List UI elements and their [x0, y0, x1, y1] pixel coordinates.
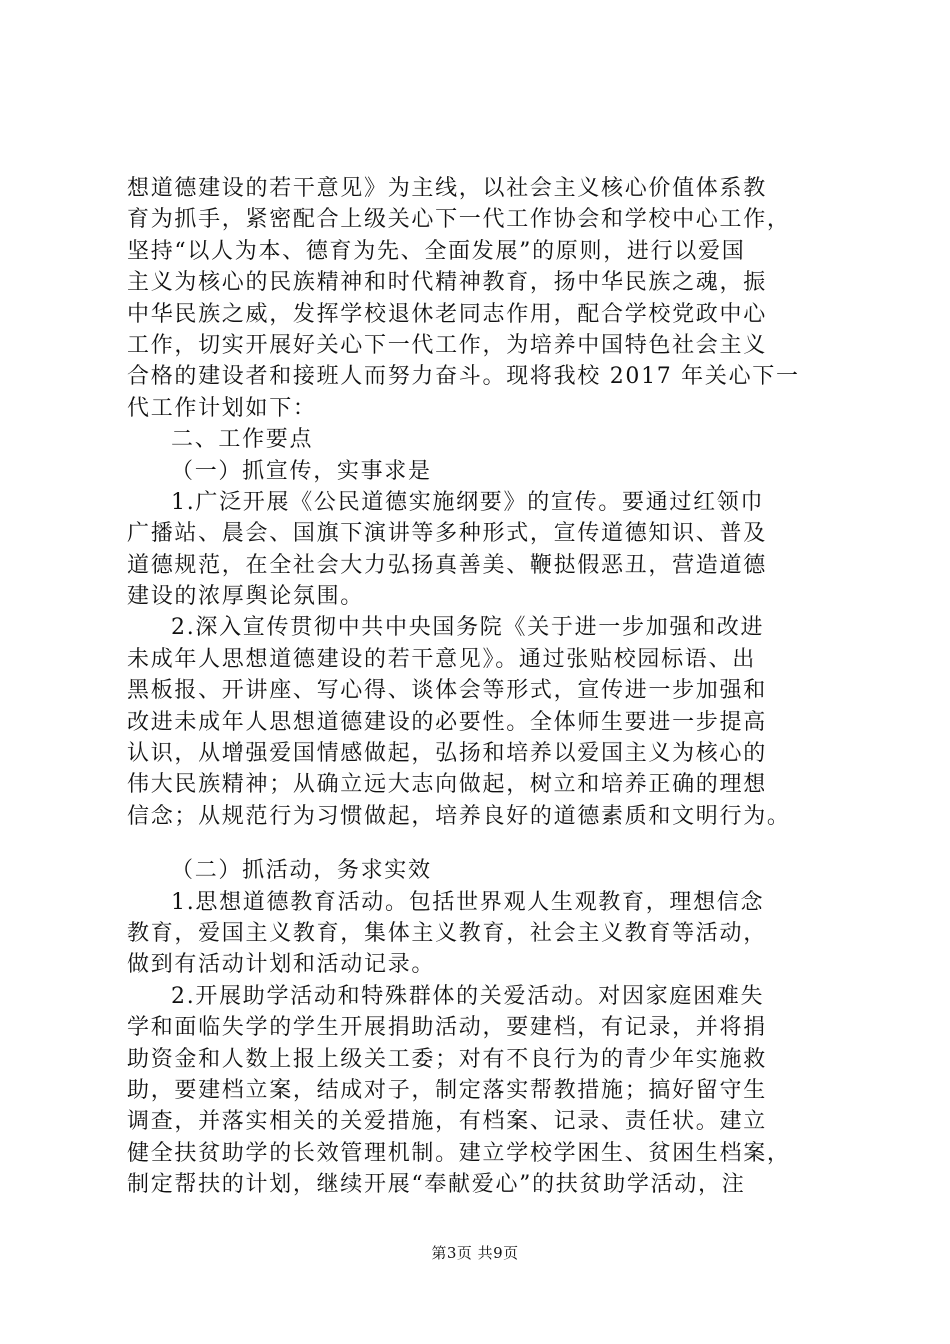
text-line: 育为抓手，紧密配合上级关心下一代工作协会和学校中心工作， — [127, 207, 791, 233]
text-line: 主义为核心的民族精神和时代精神教育，扬中华民族之魂，振 — [127, 270, 767, 296]
text-line: 认识，从增强爱国情感做起，弘扬和培养以爱国主义为核心的 — [127, 741, 767, 767]
section-heading: 二、工作要点 — [171, 427, 314, 453]
text-line: 建设的浓厚舆论氛围。 — [127, 584, 365, 610]
text-line: 黑板报、开讲座、写心得、谈体会等形式，宣传进一步加强和 — [127, 678, 767, 704]
text-line: 中华民族之威，发挥学校退休老同志作用，配合学校党政中心 — [127, 301, 767, 327]
text-line: 1.思想道德教育活动。包括世界观人生观教育，理想信念 — [171, 889, 765, 915]
text-line: 广播站、晨会、国旗下演讲等多种形式，宣传道德知识、普及 — [127, 521, 767, 547]
text-line: 坚持“以人为本、德育为先、全面发展”的原则，进行以爱国 — [127, 238, 746, 264]
text-line: 想道德建设的若干意见》为主线，以社会主义核心价值体系教 — [127, 176, 767, 201]
text-line: 助，要建档立案，结成对子，制定落实帮教措施；搞好留守生 — [127, 1077, 767, 1103]
text-line: 学和面临失学的学生开展捐助活动，要建档，有记录，并将捐 — [127, 1015, 767, 1041]
text-line: 伟大民族精神；从确立远大志向做起，树立和培养正确的理想 — [127, 772, 767, 798]
text-line: 道德规范，在全社会大力弘扬真善美、鞭挞假恶丑，营造道德 — [127, 552, 767, 578]
text-line: 1.广泛开展《公民道德实施纲要》的宣传。要通过红领巾 — [171, 489, 765, 515]
text-line: 助资金和人数上报上级关工委；对有不良行为的青少年实施救 — [127, 1046, 767, 1072]
text-line: 健全扶贫助学的长效管理机制。建立学校学困生、贫困生档案， — [127, 1140, 791, 1166]
text-line: 2.深入宣传贯彻中共中央国务院《关于进一步加强和改进 — [171, 615, 765, 641]
text-line: 做到有活动计划和活动记录。 — [127, 952, 436, 978]
text-line: 未成年人思想道德建设的若干意见》。通过张贴校园标语、出 — [127, 646, 756, 672]
subsection-heading: （一）抓宣传，实事求是 — [171, 458, 432, 484]
text-line: 制定帮扶的计划，继续开展“奉献爱心”的扶贫助学活动，注 — [127, 1172, 746, 1198]
subsection-heading: （二）抓活动，务求实效 — [171, 858, 432, 884]
text-line: 调查，并落实相关的关爱措施，有档案、记录、责任状。建立 — [127, 1109, 767, 1135]
text-line: 信念；从规范行为习惯做起，培养良好的道德素质和文明行为。 — [127, 803, 791, 829]
page-number: 第3页 共9页 — [431, 1244, 519, 1262]
text-line: 教育，爱国主义教育，集体主义教育，社会主义教育等活动， — [127, 920, 767, 946]
document-body — [127, 173, 827, 1201]
text-line: 改进未成年人思想道德建设的必要性。全体师生要进一步提高 — [127, 709, 767, 735]
text-line: 2.开展助学活动和特殊群体的关爱活动。对因家庭困难失 — [171, 983, 765, 1009]
text-line: 代工作计划如下： — [127, 395, 317, 421]
text-line: 工作，切实开展好关心下一代工作，为培养中国特色社会主义 — [127, 332, 767, 358]
text-line: 合格的建设者和接班人而努力奋斗。现将我校 2017 年关心下一 — [127, 364, 800, 390]
